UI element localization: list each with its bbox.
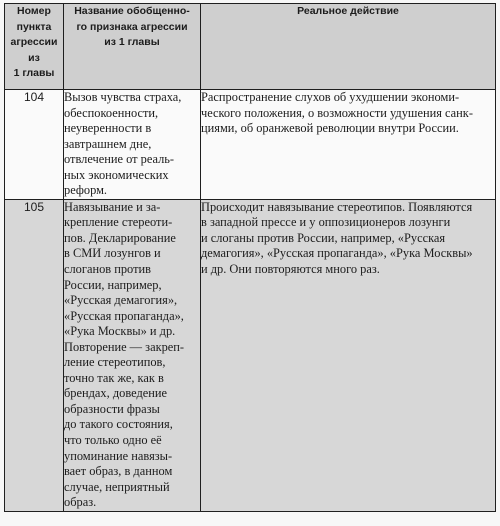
- row-name-line: Вызов чувства страха,: [64, 90, 182, 104]
- row-name-line: обеспокоенности,: [64, 105, 159, 120]
- row-name-line: крепление стереоти-: [64, 215, 173, 230]
- row-name-line: «Русская демагогия»,: [64, 293, 178, 308]
- row-name-line: что только одно её: [64, 433, 162, 448]
- header-number-line: пункта: [16, 20, 52, 33]
- row-name-line: ление стереотипов,: [64, 355, 166, 370]
- header-number-line: агрессии: [10, 36, 58, 48]
- row-name-line: до такого состояния,: [64, 417, 173, 432]
- header-action: Реальное действие: [201, 4, 496, 90]
- row-name-line: брендах, доведение: [64, 386, 168, 401]
- row-name-line: слоганов против: [64, 262, 151, 277]
- row-name-line: «Рука Москвы» и др.: [64, 324, 176, 339]
- header-name-line: го признака агрессии: [76, 20, 188, 33]
- header-name-line: из 1 главы: [104, 36, 160, 48]
- header-name: [64, 4, 201, 90]
- row-name: [64, 90, 201, 200]
- row-name-line: реформ.: [64, 183, 108, 198]
- row-name-line: «Русская пропаганда»,: [64, 308, 184, 323]
- row-name-line: упоминание навязы-: [64, 448, 173, 463]
- row-name-line: ных экономических: [64, 167, 169, 182]
- header-number-line: из: [28, 51, 40, 64]
- row-name-line: отвлечение от реаль-: [64, 152, 175, 167]
- row-action-line: и др. Они повторяются много раз.: [201, 261, 380, 276]
- header-number-line: 1 главы: [13, 67, 55, 79]
- row-action-line: циями, об оранжевой революции внутри России.: [201, 121, 459, 135]
- row-name-line: Навязывание и за-: [64, 199, 161, 214]
- row-name-line: неуверенности в: [64, 121, 152, 136]
- row-action-line: ческого положения, о возможности удушения санк-: [201, 105, 473, 120]
- row-name-line: завтрашнем дне,: [64, 136, 152, 151]
- row-action-line: Распространение слухов об ухудшении экономи-: [201, 90, 460, 104]
- row-name-line: Повторение — закреп-: [64, 339, 185, 354]
- row-action-line: в западной прессе и у оппозиционеров лозунги: [201, 215, 451, 230]
- row-name-line: вает образ, в данном: [64, 464, 173, 479]
- header-number: [5, 4, 64, 90]
- row-name: [64, 199, 201, 511]
- row-action-line: Происходит навязывание стереотипов. Появляются: [201, 199, 473, 214]
- row-name-line: в СМИ лозунгов и: [64, 246, 161, 261]
- table-row-104: [5, 90, 496, 200]
- row-action-line: и слоганы против России, например, «Русская: [201, 230, 446, 245]
- row-name-line: случае, неприятный: [64, 479, 170, 494]
- aggression-table: [4, 3, 496, 512]
- row-name-line: России, например,: [64, 277, 162, 292]
- row-name-line: пов. Декларирование: [64, 230, 176, 245]
- row-action: [201, 199, 496, 511]
- header-row: [5, 4, 496, 90]
- header-name-line: Название обобщенно-: [74, 5, 190, 17]
- row-name-line: точно так же, как в: [64, 370, 164, 385]
- header-number-line: Номер: [17, 5, 51, 17]
- row-action-line: демагогия», «Русская пропаганда», «Рука Москвы»: [201, 246, 473, 261]
- row-number: 104: [5, 90, 64, 200]
- table-row-105: [5, 199, 496, 511]
- row-name-line: образ.: [64, 495, 97, 510]
- row-name-line: образности фразы: [64, 401, 160, 416]
- row-action: [201, 90, 496, 200]
- row-number: 105: [5, 199, 64, 511]
